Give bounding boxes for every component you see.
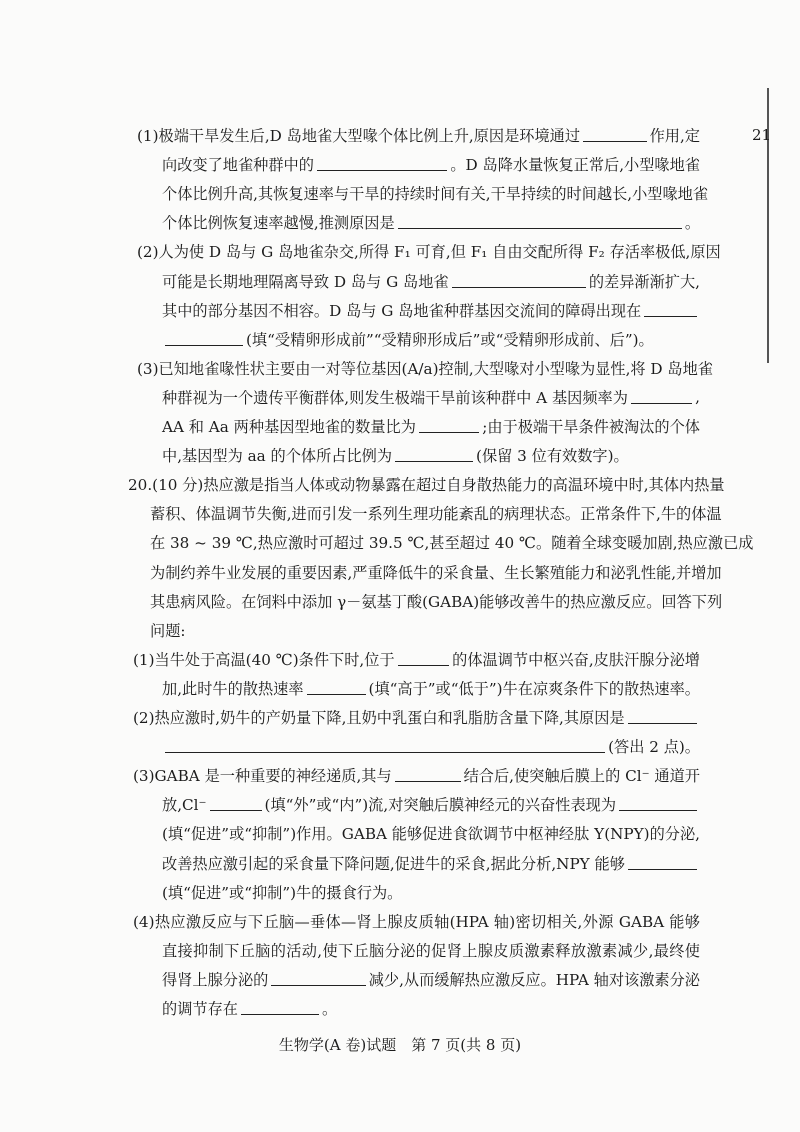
line-text: 个体比例升高,其恢复速率与干旱的持续时间有关,干旱持续的时间越长,小型喙地雀: [162, 185, 709, 204]
line-text: (填“高于”或“低于”)牛在凉爽条件下的散热速率。: [368, 679, 700, 698]
text-line: [162, 383, 700, 412]
line-text: 。: [321, 1000, 338, 1018]
text-line: [162, 994, 337, 1023]
line-text: (填“受精卵形成前”“受精卵形成后”或“受精卵形成前、后”)。: [246, 330, 654, 349]
answer-blank[interactable]: [165, 344, 243, 346]
answer-blank[interactable]: [210, 809, 262, 811]
line-text: 作用,定: [649, 127, 700, 145]
text-line: [162, 819, 700, 848]
line-text: 的调节存在: [162, 1000, 238, 1018]
line-text: 向改变了地雀种群中的: [162, 156, 314, 175]
line-text: (2)人为使 D 岛与 G 岛地雀杂交,所得 F₁ 可育,但 F₁ 自由交配所得 F₂ 存活率极低,原因: [137, 243, 721, 262]
line-text: 20.(10 分)热应激是指当人体或动物暴露在超过自身散热能力的高温环境中时,其体内热量: [128, 476, 725, 495]
text-line: [128, 470, 725, 499]
text-line: [150, 528, 754, 557]
line-text: 种群视为一个遗传平衡群体,则发生极端干旱前该种群中 A 基因频率为: [162, 388, 628, 407]
answer-blank[interactable]: [271, 984, 365, 986]
text-line: [150, 616, 186, 645]
answer-blank[interactable]: [644, 315, 697, 317]
text-line: [162, 150, 700, 179]
line-text: 其患病风险。在饲料中添加 γ－氨基丁酸(GABA)能够改善牛的热应激反应。回答下列: [150, 592, 723, 611]
answer-blank[interactable]: [452, 286, 586, 288]
line-text: 放,Cl⁻: [162, 796, 207, 815]
answer-blank[interactable]: [631, 402, 692, 404]
line-text: (答出 2 点)。: [608, 738, 700, 757]
text-line: [162, 179, 709, 208]
answer-blank[interactable]: [165, 751, 605, 753]
text-line: [150, 558, 722, 587]
text-line: [162, 325, 654, 354]
line-text: 结合后,使突触后膜上的 Cl⁻ 通道开: [463, 767, 700, 786]
text-line: [162, 296, 700, 325]
line-text: 为制约养牛业发展的重要因素,严重降低牛的采食量、生长繁殖能力和泌乳性能,并增加: [150, 563, 722, 582]
answer-blank[interactable]: [583, 140, 647, 142]
line-text: (1)当牛处于高温(40 ℃)条件下时,位于: [133, 650, 395, 669]
answer-blank[interactable]: [307, 693, 366, 695]
line-text: 在 38 ~ 39 ℃,热应激时可超过 39.5 ℃,甚至超过 40 ℃。随着全球变暖加剧,热应激已成: [150, 534, 754, 553]
page-footer: 生物学(A 卷)试题 第 7 页(共 8 页): [278, 1036, 522, 1054]
line-text: ,: [695, 388, 700, 407]
line-text: 改善热应激引起的采食量下降问题,促进牛的采食,据此分析,NPY 能够: [162, 854, 625, 873]
line-text: (4)热应激反应与下丘脑—垂体—肾上腺皮质轴(HPA 轴)密切相关,外源 GABA 能够: [133, 912, 700, 931]
text-line: [137, 237, 721, 266]
answer-blank[interactable]: [241, 1013, 319, 1015]
text-line: [133, 703, 700, 732]
line-text: 加,此时牛的散热速率: [162, 679, 304, 698]
text-line: [162, 674, 700, 703]
text-line: [137, 354, 713, 383]
line-text: 减少,从而缓解热应激反应。HPA 轴对该激素分泌: [368, 970, 700, 989]
line-text: (3)GABA 是一种重要的神经递质,其与: [133, 767, 392, 786]
line-text: 直接抑制下丘脑的活动,使下丘脑分泌的促肾上腺皮质激素释放激素减少,最终使: [162, 941, 700, 960]
text-line: [162, 936, 700, 965]
line-text: 。: [684, 214, 700, 233]
line-text: 的体温调节中枢兴奋,皮肤汗腺分泌增: [452, 650, 700, 669]
side-page-number: 21: [752, 126, 772, 144]
line-text: 蓄积、体温调节失衡,进而引发一系列生理功能紊乱的病理状态。正常条件下,牛的体温: [150, 505, 722, 524]
line-text: 问题:: [150, 621, 186, 640]
line-text: (3)已知地雀喙性状主要由一对等位基因(A/a)控制,大型喙对小型喙为显性,将 D 岛地雀: [137, 359, 713, 378]
line-text: 个体比例恢复速率越慢,推测原因是: [162, 214, 395, 233]
line-text: 的差异渐渐扩大,: [588, 272, 700, 291]
line-text: (保留 3 位有效数字)。: [476, 447, 629, 466]
text-line: [162, 412, 700, 441]
text-line: [150, 587, 723, 616]
text-line: [150, 499, 722, 528]
text-line: [162, 441, 629, 470]
line-text: (填“促进”或“抑制”)作用。GABA 能够促进食欲调节中枢神经肽 Y(NPY)的分泌,: [162, 825, 700, 844]
line-text: (2)热应激时,奶牛的产奶量下降,且奶中乳蛋白和乳脂肪含量下降,其原因是: [133, 709, 625, 727]
answer-blank[interactable]: [395, 780, 461, 782]
answer-blank[interactable]: [619, 809, 697, 811]
line-text: 其中的部分基因不相容。D 岛与 G 岛地雀种群基因交流间的障碍出现在: [162, 301, 642, 320]
answer-blank[interactable]: [398, 227, 682, 229]
line-text: (填“外”或“内”)流,对突触后膜神经元的兴奋性表现为: [264, 796, 617, 815]
text-line: [162, 208, 700, 237]
line-text: (填“促进”或“抑制”)牛的摄食行为。: [162, 883, 403, 902]
text-line: [162, 965, 700, 994]
text-line: [133, 907, 700, 936]
answer-blank[interactable]: [628, 722, 697, 724]
text-line: [137, 121, 700, 150]
answer-blank[interactable]: [395, 460, 473, 462]
answer-blank[interactable]: [317, 169, 447, 171]
text-line: [162, 878, 402, 907]
line-text: 得肾上腺分泌的: [162, 970, 269, 989]
text-line: [162, 849, 700, 878]
line-text: 。D 岛降水量恢复正常后,小型喙地雀: [450, 156, 700, 175]
text-line: [162, 267, 700, 296]
answer-blank[interactable]: [419, 431, 479, 433]
text-line: [162, 790, 700, 819]
line-text: ;由于极端干旱条件被淘汰的个体: [482, 418, 700, 436]
text-line: [133, 761, 700, 790]
answer-blank[interactable]: [628, 868, 697, 870]
line-text: (1)极端干旱发生后,D 岛地雀大型喙个体比例上升,原因是环境通过: [137, 127, 581, 145]
answer-blank[interactable]: [398, 664, 450, 666]
text-line: [133, 645, 700, 674]
text-line: [162, 732, 700, 761]
line-text: 可能是长期地理隔离导致 D 岛与 G 岛地雀: [162, 272, 449, 291]
line-text: AA 和 Aa 两种基因型地雀的数量比为: [162, 418, 416, 436]
line-text: 中,基因型为 aa 的个体所占比例为: [162, 447, 393, 466]
